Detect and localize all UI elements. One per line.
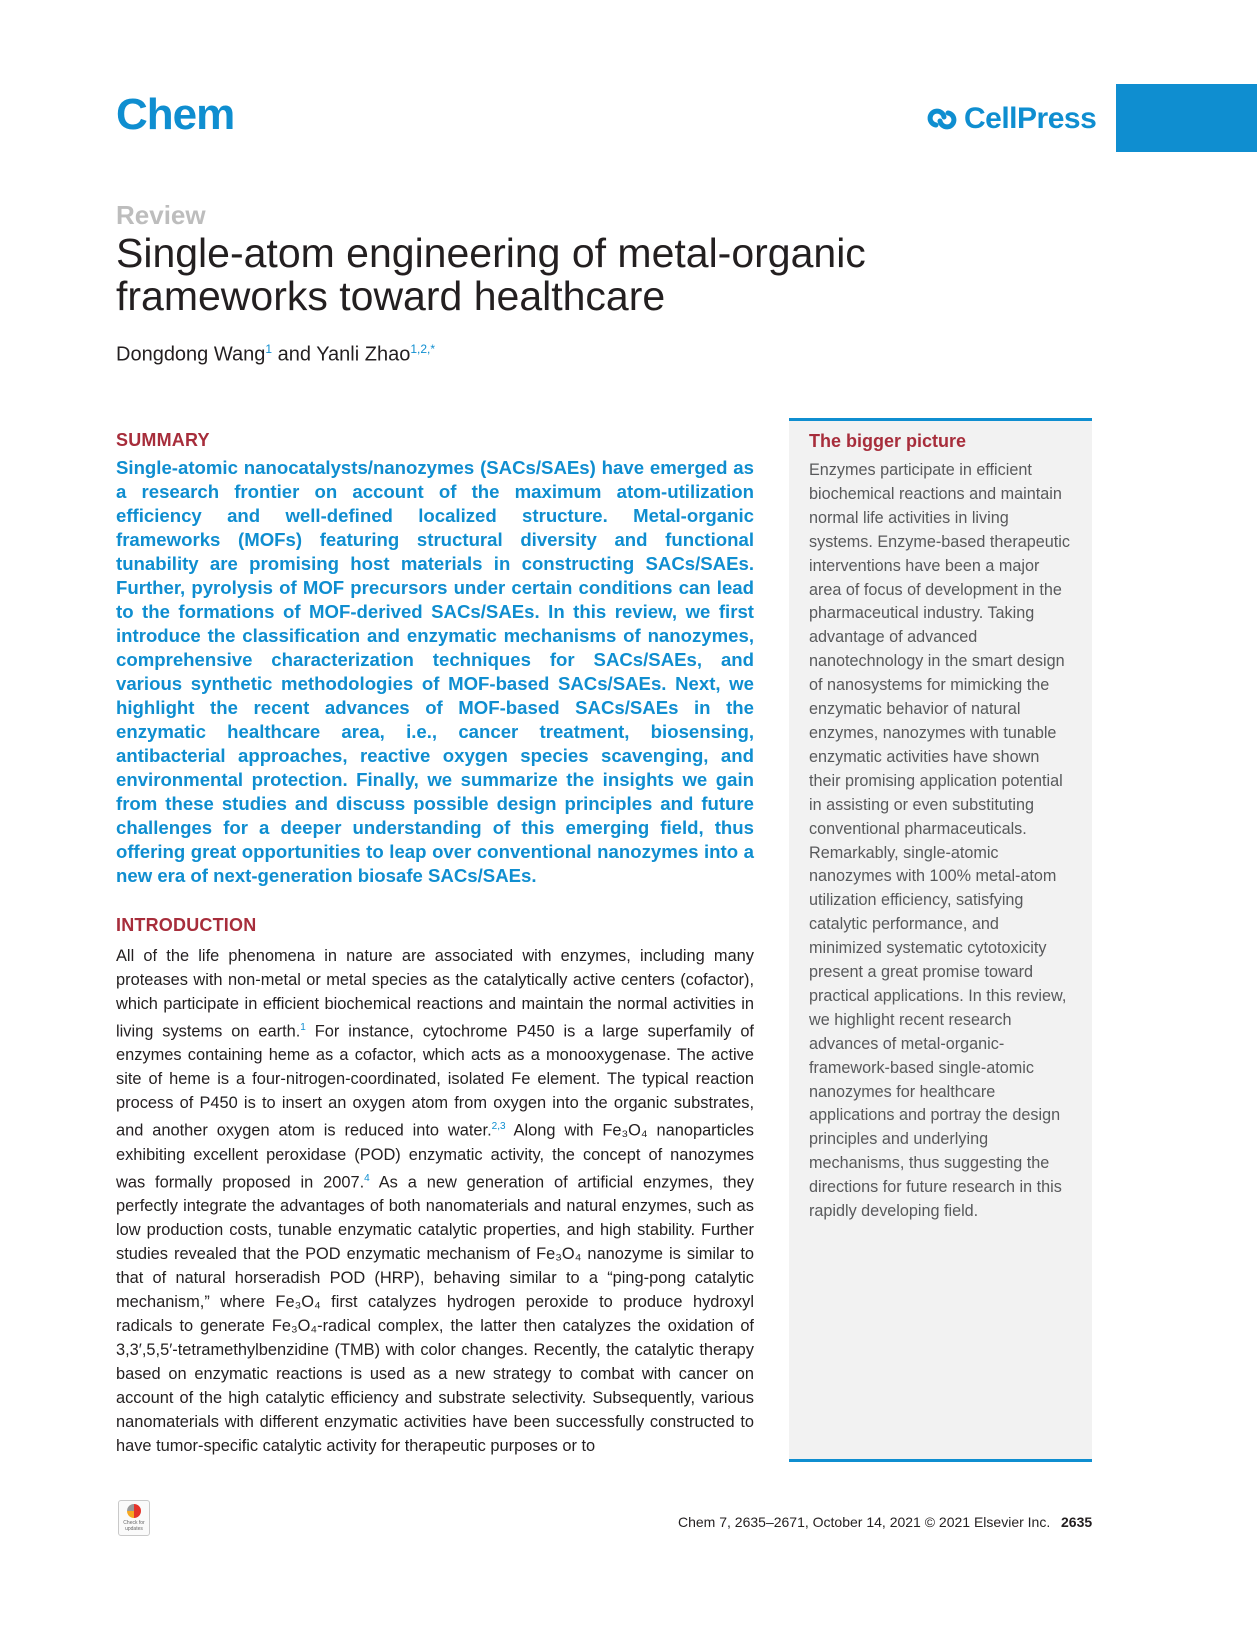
bigger-picture-heading: The bigger picture bbox=[809, 431, 967, 451]
article-type: Review bbox=[116, 200, 206, 230]
affiliation-marker[interactable]: 1,2,* bbox=[410, 342, 436, 356]
introduction-text bbox=[116, 944, 754, 1458]
corner-tab bbox=[1116, 84, 1257, 152]
cellpress-icon bbox=[926, 103, 958, 135]
author-joiner: and bbox=[272, 343, 317, 366]
publisher-name: CellPress bbox=[964, 102, 1097, 135]
reference-link[interactable]: 4 bbox=[364, 1172, 370, 1184]
introduction-heading: INTRODUCTION bbox=[116, 915, 257, 935]
summary-heading: SUMMARY bbox=[116, 430, 210, 450]
affiliation-marker[interactable]: 1 bbox=[265, 342, 273, 356]
check-for-updates-badge[interactable] bbox=[118, 1500, 150, 1536]
author-name[interactable]: Dongdong Wang bbox=[116, 343, 266, 366]
journal-logo: Chem bbox=[116, 90, 235, 139]
article-title: Single-atom engineering of metal-organic frameworks toward healthcare bbox=[116, 230, 866, 319]
intro-segment: All of the life phenomena in nature are associated with enzymes, including many proteases with non-metal or metal species as the catalytically active centers (cofactor), which participate in efficient biochemical reactions and maintain the normal activities in living systems on earth. bbox=[116, 947, 754, 1041]
author-name[interactable]: Yanli Zhao bbox=[316, 343, 411, 366]
crossmark-icon bbox=[127, 1504, 141, 1518]
bigger-picture-box bbox=[789, 418, 1092, 1462]
intro-segment: As a new generation of artificial enzymes, they perfectly integrate the advantages of both nanomaterials and natural enzymes, such as low production costs, tunable enzymatic catalytic properties, and high stability. Further studies revealed that the POD enzymatic mechanism of Fe₃O₄ nanozyme is similar to that of natural horseradish POD (HRP), behaving similar to a “ping-pong catalytic mechanism,” where Fe₃O₄ first catalyzes hydrogen peroxide to produce hydroxyl radicals to generate Fe₃O₄-radical complex, the latter then catalyzes the oxidation of 3,3′,5,5′-tetramethylbenzidine (TMB) with color changes. Recently, the catalytic therapy based on enzymatic reactions is used as a new strategy to combat with cancer on account of the high catalytic efficiency and substrate selectivity. Subsequently, various nanomaterials with different enzymatic activities have been successfully constructed to have tumor-specific catalytic activity for therapeutic purposes or to bbox=[116, 1173, 754, 1456]
reference-link[interactable]: 2,3 bbox=[491, 1121, 506, 1133]
page-number: 2635 bbox=[1061, 1514, 1093, 1530]
footer-citation: Chem 7, 2635–2671, October 14, 2021 © 2021 Elsevier Inc. bbox=[678, 1514, 1051, 1530]
check-updates-label: Check for updates bbox=[123, 1520, 145, 1532]
author-list bbox=[116, 342, 435, 367]
intro-segment: Along with Fe₃O₄ nanoparticles exhibiting excellent peroxidase (POD) enzymatic activity, the concept of nanozymes was formally proposed in 2007. bbox=[116, 1121, 754, 1192]
publisher-logo[interactable] bbox=[926, 102, 1096, 136]
bigger-picture-text: Enzymes participate in efficient biochemical reactions and maintain normal life activities in living systems. Enzyme-based therapeutic interventions have been a major area of focus of development in the pharmaceutical industry. Taking advantage of advanced nanotechnology in the smart design of nanosystems for mimicking the enzymatic behavior of natural enzymes, nanozymes with tunable enzymatic activities have shown their promising application potential in assisting or even substituting conventional pharmaceuticals. Remarkably, single-atomic nanozymes with 100% metal-atom utilization efficiency, satisfying catalytic performance, and minimized systematic cytotoxicity present a great promise toward practical applications. In this review, we highlight recent research advances of metal-organic-framework-based single-atomic nanozymes for healthcare applications and portray the design principles and underlying mechanisms, thus suggesting the directions for future research in this rapidly developing field. bbox=[809, 461, 1070, 1221]
reference-link[interactable]: 1 bbox=[300, 1022, 306, 1033]
intro-segment: For instance, cytochrome P450 is a large superfamily of enzymes containing heme as a cofactor, which acts as a monooxygenase. The active site of heme is a four-nitrogen-coordinated, isolated Fe element. The typical reaction process of P450 is to insert an oxygen atom from oxygen into the organic substrates, and another oxygen atom is reduced into water. bbox=[116, 1022, 754, 1140]
summary-text: Single-atomic nanocatalysts/nanozymes (SACs/SAEs) have emerged as a research frontier on account of the maximum atom-utilization efficiency and well-defined localized structure. Metal-organic frameworks (MOFs) featuring structural diversity and functional tunability are promising host materials in constructing SACs/SAEs. Further, pyrolysis of MOF precursors under certain conditions can lead to the formations of MOF-derived SACs/SAEs. In this review, we first introduce the classification and enzymatic mechanisms of nanozymes, comprehensive characterization techniques for SACs/SAEs, and various synthetic methodologies of MOF-based SACs/SAEs. Next, we highlight the recent advances of MOF-based SACs/SAEs in the enzymatic healthcare area, i.e., cancer treatment, biosensing, antibacterial approaches, reactive oxygen species scavenging, and environmental protection. Finally, we summarize the insights we gain from these studies and discuss possible design principles and future challenges for a deeper understanding of this emerging field, thus offering great opportunities to leap over conventional nanozymes into a new era of next-generation biosafe SACs/SAEs. bbox=[116, 457, 754, 886]
